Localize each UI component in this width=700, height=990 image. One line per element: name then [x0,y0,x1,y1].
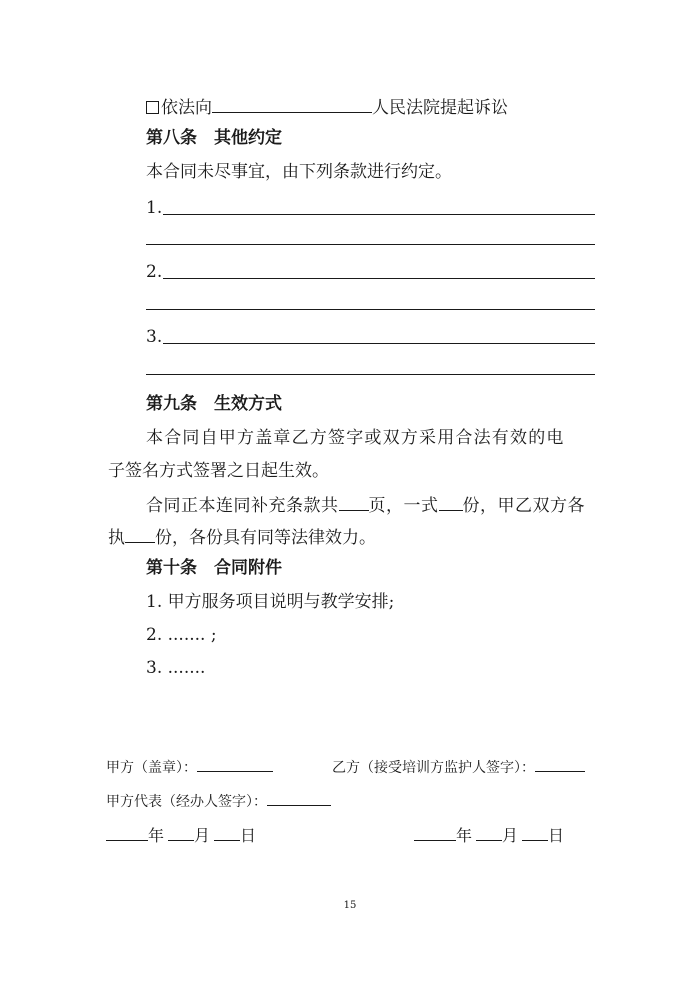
article-9-para1-line1: 本合同自甲方盖章乙方签字或双方采用合法有效的电 [146,428,565,448]
article-8-item-2-blank-line2[interactable] [146,309,595,310]
party-a-day-blank[interactable] [214,822,240,841]
party-b-signature-blank[interactable] [535,756,585,772]
attachment-item-2: 2. ....... ; [146,625,217,645]
party-a-seal-blank[interactable] [197,756,273,772]
article-8-item-1-number: 1. [146,198,163,218]
article-8-item-3-blank[interactable] [163,343,595,344]
article-8-item-2-number: 2. [146,262,163,282]
party-a-representative: 甲方代表（经办人签字）： [106,790,331,812]
party-a-date: 年 月 日 [106,822,256,848]
article-8-item-1-blank[interactable] [163,214,595,215]
each-copies-blank[interactable] [125,524,155,543]
copies-blank[interactable] [439,492,463,511]
article-8-item-3-blank-line2[interactable] [146,374,595,375]
court-name-blank[interactable] [212,94,372,113]
party-a-year-blank[interactable] [106,822,148,841]
article-8-item-1-blank-line2[interactable] [146,244,595,245]
attachment-item-1: 1. 甲方服务项目说明与教学安排; [146,592,395,612]
party-a-rep-blank[interactable] [267,790,331,806]
article-9-para1-line2: 子签名方式签署之日起生效。 [108,461,329,481]
party-a-seal: 甲方（盖章）： [106,756,273,778]
article-8-title: 第八条 其他约定 [146,128,282,148]
party-b-month-blank[interactable] [476,822,502,841]
page-count-blank[interactable] [339,492,369,511]
attachment-item-3: 3. ....... [146,658,206,678]
article-8-intro: 本合同未尽事宜，由下列条款进行约定。 [146,162,452,182]
party-a-month-blank[interactable] [168,822,194,841]
page-number: 15 [343,900,357,911]
article-9-para2-line1: 合同正本连同补充条款共 页，一式 份，甲乙双方各 [146,492,585,518]
article-9-title: 第九条 生效方式 [146,394,282,414]
article-8-item-2-blank[interactable] [163,278,595,279]
party-b-date: 年 月 日 [414,822,564,848]
article-10-title: 第十条 合同附件 [146,558,282,578]
lawsuit-option: 依法向 人民法院提起诉讼 [146,94,508,120]
article-8-item-3-number: 3. [146,327,163,347]
party-b-day-blank[interactable] [522,822,548,841]
party-b-year-blank[interactable] [414,822,456,841]
party-b-signature: 乙方（接受培训方监护人签字）： [332,756,585,778]
article-9-para2-line2: 执 份，各份具有同等法律效力。 [108,524,376,550]
checkbox-icon[interactable] [146,101,159,114]
